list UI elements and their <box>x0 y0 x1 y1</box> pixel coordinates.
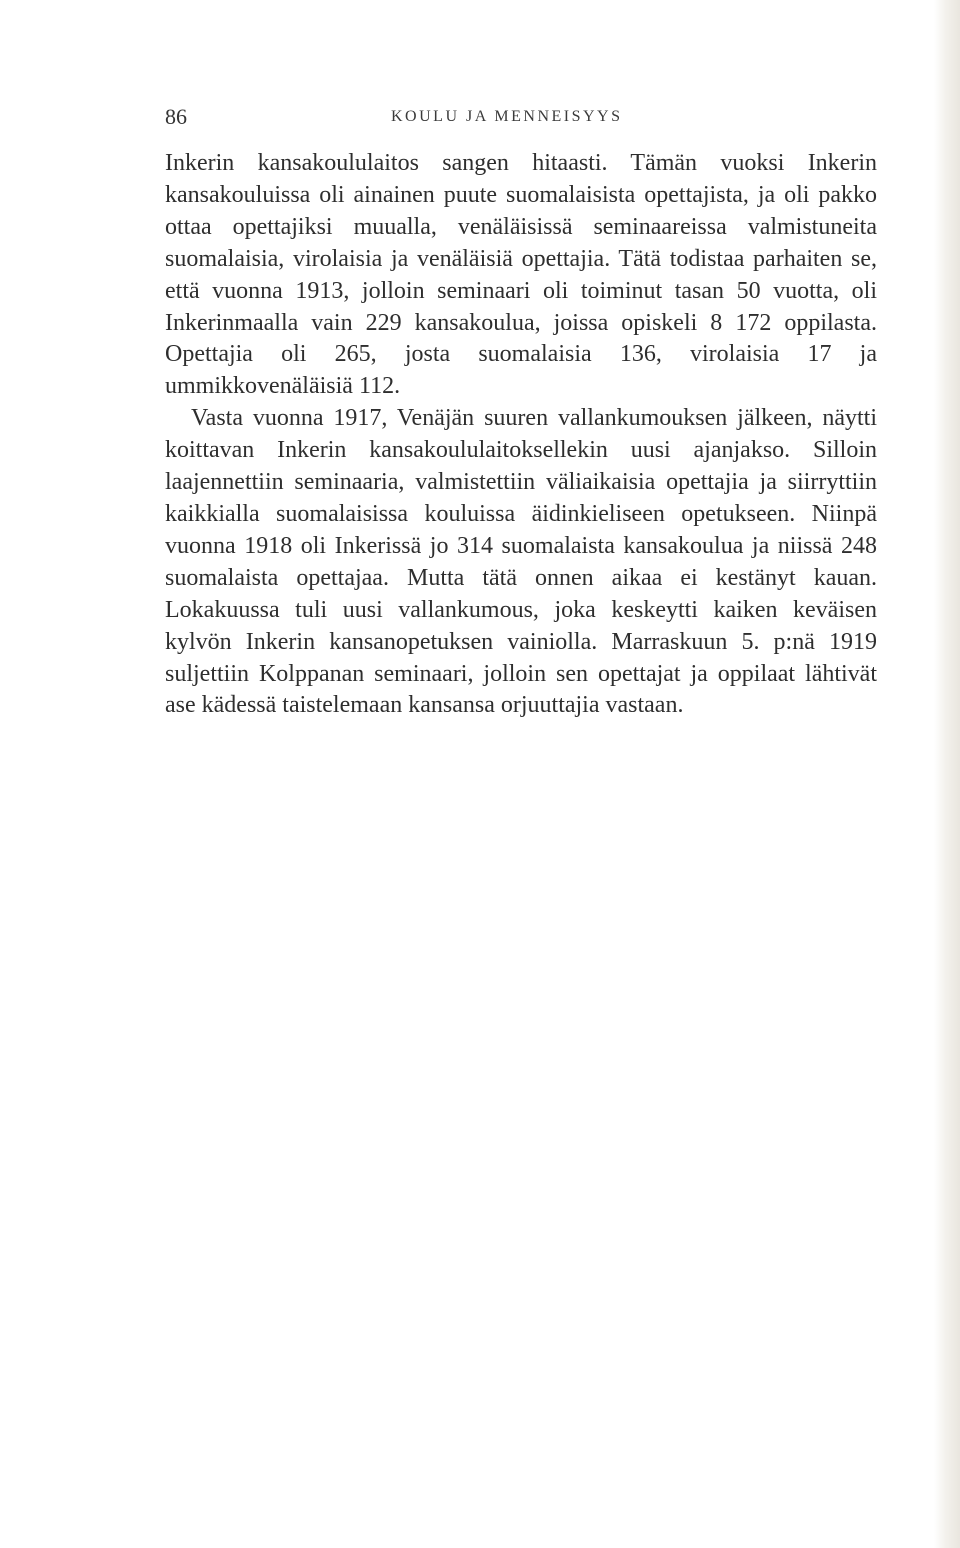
page-header <box>165 104 877 134</box>
page-number: 86 <box>165 104 187 129</box>
paragraph-1: Inkerin kansakoululaitos sangen hitaasti. Tämän vuoksi Inkerin kansakouluissa oli ainainen puute suomalaisista opettajista, ja oli pakko ottaa opettajiksi muualla, venäläisissä seminaareissa valmistuneita suomalaisia, virolaisia ja venäläisiä opettajia. Tätä todistaa parhaiten se, että vuonna 1913, jolloin seminaari oli toiminut tasan 50 vuotta, oli Inkerinmaalla vain 229 kansakoulua, joissa opiskeli 8 172 oppilasta. Opettajia oli 265, josta suomalaisia 136, virolaisia 17 ja ummikkovenäläisiä 112. <box>165 150 877 400</box>
body-text <box>165 148 877 722</box>
paragraph-2: Vasta vuonna 1917, Venäjän suuren vallankumouksen jälkeen, näytti koittavan Inkerin kansakoululaitoksellekin uusi ajanjakso. Silloin laajennettiin seminaaria, valmistettiin väliaikaisia opettajia ja siirryttiin kaikkialla suomalaisissa kouluissa äidinkieliseen opetukseen. Niinpä vuonna 1918 oli Inkerissä jo 314 suomalaista kansakoulua ja niissä 248 suomalaista opettajaa. Mutta tätä onnen aikaa ei kestänyt kauan. Lokakuussa tuli uusi vallankumous, joka keskeytti kaiken keväisen kylvön Inkerin kansanopetuksen vainiolla. Marraskuun 5. p:nä 1919 suljettiin Kolppanan seminaari, jolloin sen opettajat ja oppilaat lähtivät ase kädessä taistelemaan kansansa orjuuttajia vastaan. <box>165 405 877 719</box>
running-title: KOULU JA MENNEISYYS <box>391 108 623 125</box>
page-edge-shadow <box>934 0 960 1548</box>
